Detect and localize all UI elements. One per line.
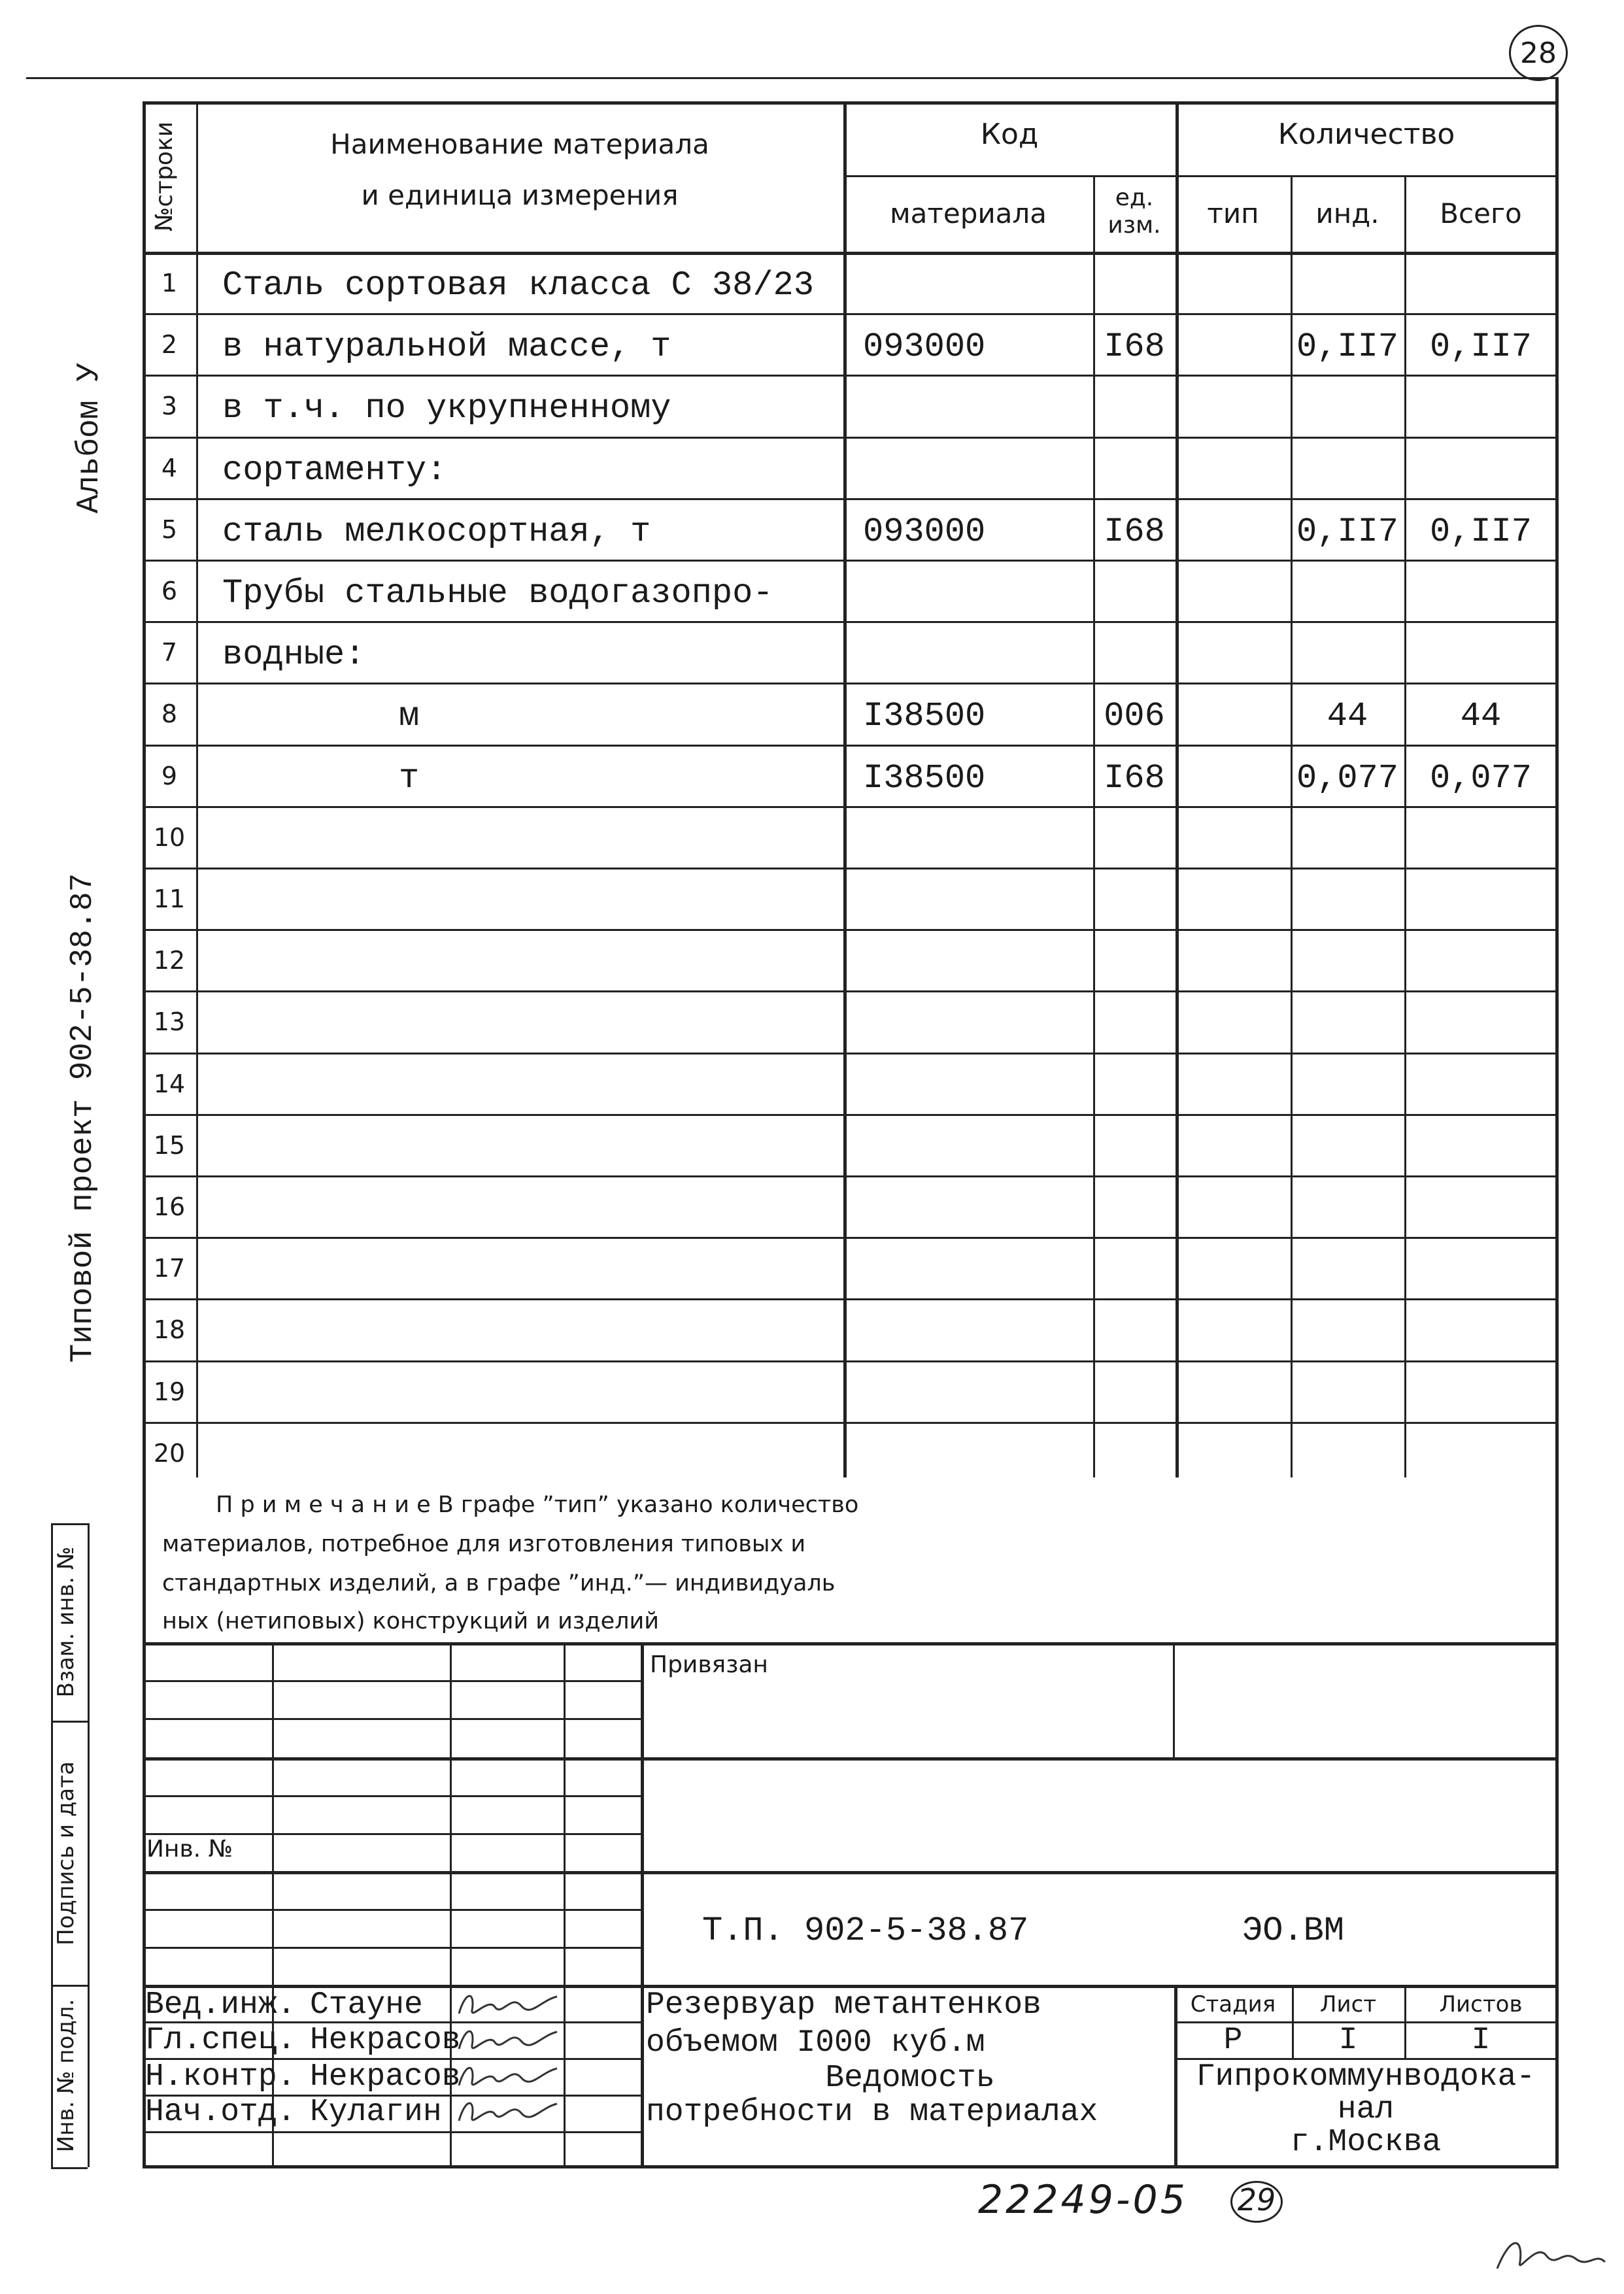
note-line3: стандартных изделий, а в графе ”инд.”— индивидуаль [162,1570,836,1596]
frame-top-outer [26,77,1559,79]
material-code: I38500 [863,697,986,736]
frame-top [143,101,1559,105]
org-line2: нал [1337,2092,1395,2127]
stamp-row [143,1947,641,1949]
row-number: 16 [153,1192,186,1221]
signature-icon [452,2059,564,2096]
stamp-col [641,1642,644,2165]
header-name-line2: и единица измерения [361,179,679,211]
row-number: 3 [161,392,178,421]
page-number: 28 [1520,37,1557,70]
unit-code: I68 [1104,328,1165,367]
stage-label: Стадия [1190,1991,1276,2017]
doc-code: Т.П. 902-5-38.87 [702,1912,1029,1950]
row-number: 17 [153,1254,186,1283]
material-name: в т.ч. по укрупненному [222,389,671,428]
table-row-line [143,1360,1559,1362]
header-code-material: материала [889,197,1047,229]
signer-role: Нач.отд. [145,2095,296,2130]
qty-ind: 0,II7 [1296,512,1399,551]
header-qty-total: Всего [1440,197,1522,229]
stamp-row [143,1757,1559,1761]
project-label: Типовой проект 902-5-38.87 [65,873,101,1363]
qty-ind: 44 [1327,697,1368,736]
circled-number: 29 [1237,2182,1276,2218]
table-row-line [143,498,1559,500]
signer-name: Кулагин [310,2095,442,2130]
material-name: в натуральной массе, т [222,328,671,367]
qty-ind: 0,077 [1296,758,1399,798]
table-row-line [143,313,1559,315]
row-number: 7 [161,638,178,667]
table-row-line [143,1053,1559,1054]
album-label: Альбом У [72,362,107,514]
row-number: 6 [161,577,178,605]
header-qty-type: тип [1207,197,1259,229]
qty-total: 0,II7 [1429,512,1532,551]
signer-role: Н.контр. [145,2059,296,2095]
table-row-line [143,1237,1559,1239]
stamp-row [143,1909,641,1911]
stamp-col [1173,1642,1175,1760]
archive-number: 22249-05 [978,2177,1188,2223]
unit-code: I68 [1104,758,1165,798]
frame-right [1555,78,1559,2167]
header-code-unit: ед. изм. [1108,184,1161,239]
vzam-inv-label: Взам. инв. № [53,1546,79,1698]
table-row-line [143,621,1559,623]
inv-podl-label: Инв. № подл. [53,1999,79,2153]
signer-name: Некрасов [310,2059,461,2095]
row-number: 8 [161,700,178,729]
col-line-material [1093,177,1095,1477]
stamp-row [143,1871,1559,1874]
signer-role: Гл.спец. [145,2023,296,2058]
stamp-row [143,1795,641,1797]
stamp-top-line [143,1642,1559,1645]
privyazan-label: Привязан [650,1651,768,1678]
row-number: 10 [153,822,186,852]
stamp-row [143,2131,641,2133]
frame-bottom [143,2165,1559,2168]
table-row-line [143,1298,1559,1300]
col-line-type [1291,177,1293,1477]
col-line-name [843,101,847,1477]
table-row-line [143,437,1559,439]
row-number: 2 [161,330,178,360]
row-number: 5 [161,514,178,544]
row-number: 15 [153,1130,186,1160]
header-name-line1: Наименование материала [330,128,709,160]
org-line3: г.Москва [1290,2125,1442,2160]
handwritten-mark-icon [1484,2223,1615,2288]
title-line3: Ведомость [825,2061,995,2096]
row-number: 14 [153,1069,186,1098]
material-name: сортаменту: [222,450,447,490]
signer-name: Стауне [310,1987,423,2023]
stamp-col [564,1642,566,2165]
signature-icon [452,2023,564,2059]
row-number: 13 [153,1007,186,1037]
table-row-line [143,1114,1559,1116]
table-row-line [143,375,1559,377]
qty-ind: 0,II7 [1296,328,1399,367]
title-line2: объемом I000 куб.м [646,2025,985,2061]
stamp-row [143,1718,641,1720]
table-row-line [143,1175,1559,1177]
title-line1: Резервуар метантенков [646,1987,1041,2023]
sheets-label: Листов [1439,1991,1523,2017]
signer-name: Некрасов [310,2023,461,2058]
material-name: водные: [222,635,365,675]
material-name: т [399,758,420,798]
row-number: 1 [161,269,178,297]
sheet-label: Лист [1319,1991,1377,2017]
header-row-no: №строки [151,121,178,232]
qty-total: 0,II7 [1429,328,1532,367]
note-line1: П р и м е ч а н и е В графе ”тип” указано количество [216,1492,859,1518]
row-number: 11 [153,885,186,913]
sheets-value: I [1471,2023,1491,2058]
table-row-line [143,683,1559,684]
inv-no-label: Инв. № [146,1836,233,1863]
row-number: 18 [153,1315,186,1345]
table-row-line [143,806,1559,808]
side-strip-right [88,1523,90,2167]
qty-total: 44 [1460,697,1502,736]
col-line-ind [1404,177,1406,1477]
col-line-unit [1176,101,1179,1477]
header-bottom-line [143,252,1559,255]
header-code: Код [980,118,1039,151]
unit-code: 006 [1104,697,1165,736]
signature-icon [452,2095,564,2131]
unit-code: I68 [1104,512,1165,551]
org-line1: Гипрокоммунводока- [1196,2059,1536,2095]
col-line-rowno [196,101,198,1477]
material-name: сталь мелкосортная, т [222,512,651,551]
header-sub-line [843,175,1557,177]
row-number: 4 [161,453,178,482]
row-number: 20 [153,1438,186,1468]
material-name: Сталь сортовая класса С 38/23 [222,266,814,305]
stamp-row [143,1833,641,1835]
header-qty-ind: инд. [1315,197,1379,229]
table-row-line [143,929,1559,931]
row-number: 12 [153,946,186,975]
doc-mark: ЭО.ВМ [1242,1912,1345,1950]
material-code: 093000 [863,328,986,367]
row-number: 19 [153,1377,186,1406]
podpis-data-label: Подпись и дата [53,1761,79,1946]
header-quantity: Количество [1277,118,1455,151]
signature-icon [452,1987,564,2024]
table-row-line [143,990,1559,992]
material-name: м [399,697,420,736]
material-code: 093000 [863,512,986,551]
material-code: I38500 [863,758,986,798]
sheet-value: I [1338,2023,1358,2058]
stage-value: Р [1223,2023,1243,2058]
table-row-line [143,868,1559,869]
stamp-row [143,1680,641,1682]
table-row-line [143,1422,1559,1424]
row-number: 9 [161,761,178,790]
table-row-line [143,560,1559,562]
qty-total: 0,077 [1429,758,1532,798]
table-row-line [143,745,1559,747]
note-line4: ных (нетиповых) конструкций и изделий [162,1608,660,1634]
signer-role: Вед.инж. [145,1987,296,2023]
material-name: Трубы стальные водогазопро- [222,574,773,613]
title-line4: потребности в материалах [646,2095,1098,2130]
note-line2: материалов, потребное для изготовления типовых и [162,1531,806,1557]
